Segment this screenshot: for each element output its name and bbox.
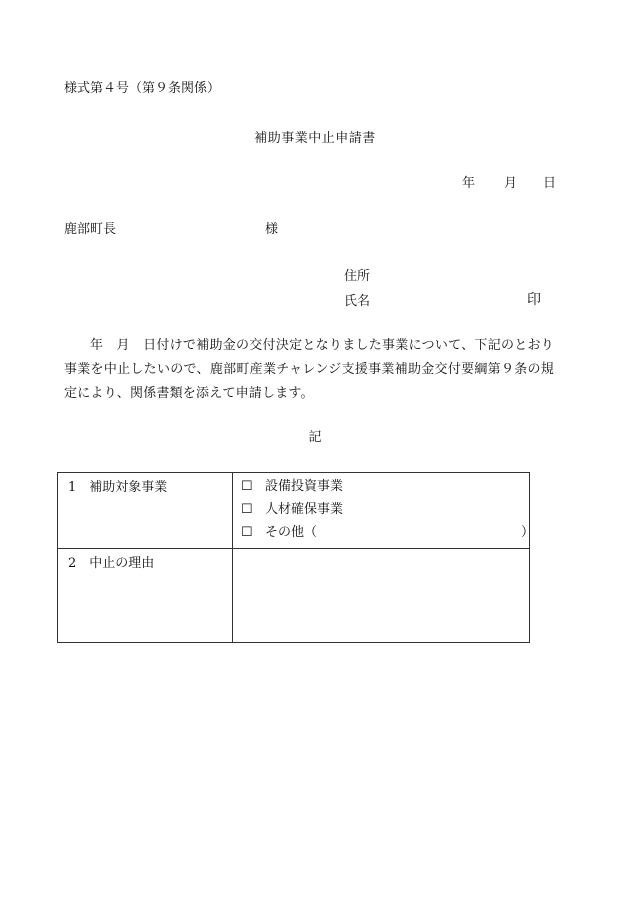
seal-mark: 印 (527, 292, 541, 308)
addressee-name: 鹿部町長 (64, 222, 117, 237)
date-day-label: 日 (543, 176, 557, 191)
other-close-paren: ） (521, 525, 535, 540)
option-label: 設備投資事業 (265, 479, 344, 494)
applicant-address-label: 住所 (344, 269, 371, 284)
option-label: 人材確保事業 (265, 502, 344, 517)
checkbox-icon[interactable]: ☐ (241, 525, 253, 540)
checkbox-icon[interactable]: ☐ (241, 479, 253, 494)
checkbox-icon[interactable]: ☐ (241, 502, 253, 517)
applicant-name-label: 氏名 (344, 294, 371, 309)
application-table (57, 472, 535, 643)
table-row-reason (58, 549, 530, 643)
table-row-target-project (58, 473, 530, 549)
option-label: その他（ (265, 525, 318, 540)
table-label-cell (58, 473, 233, 549)
option-other[interactable] (241, 525, 535, 548)
reason-label: 2 中止の理由 (68, 556, 155, 571)
date-year-label: 年 (462, 176, 476, 191)
ki-heading: 記 (308, 430, 322, 445)
document-title: 補助事業中止申請書 (254, 131, 376, 146)
option-equipment-investment[interactable] (241, 479, 529, 502)
target-project-options (233, 473, 535, 549)
date-month-label: 月 (504, 176, 518, 191)
reason-input-area[interactable] (233, 549, 530, 643)
option-staff-recruitment[interactable] (241, 502, 529, 525)
table-label-cell (58, 549, 233, 643)
application-body-text: 年 月 日付けで補助金の交付決定となりました事業について、下記のとおり事業を中止したいので、鹿部町産業チャレンジ支援事業補助金交付要綱第９条の規定により、関係書類を添えて申請します。 (64, 338, 554, 401)
addressee-honorific: 様 (265, 222, 279, 237)
target-project-label: 1 補助対象事業 (68, 480, 168, 495)
form-number: 様式第４号（第９条関係） (64, 81, 221, 96)
